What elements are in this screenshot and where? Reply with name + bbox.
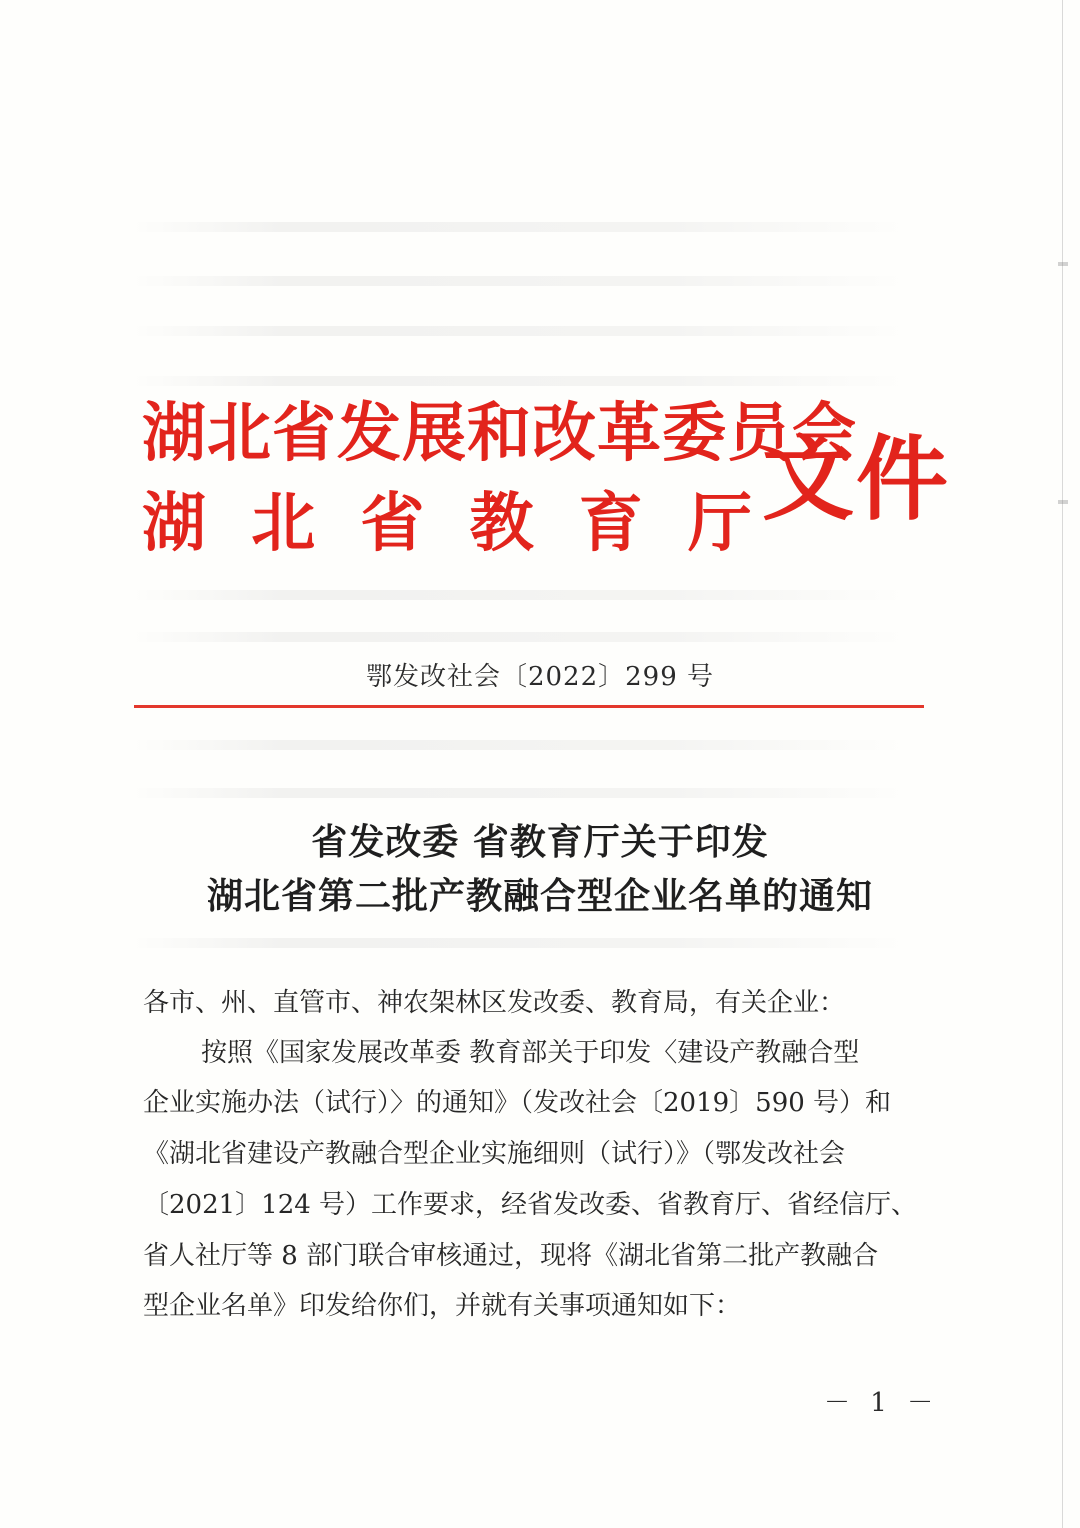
masthead-issuer-2	[142, 482, 752, 566]
salutation: 各市、州、直管市、神农架林区发改委、教育局，有关企业：	[143, 988, 846, 1018]
body-line: 企业实施办法（试行）〉的通知》（发改社会〔2019〕590 号）和	[143, 1088, 892, 1118]
masthead-char: 育	[578, 486, 643, 561]
bleed-through-line	[130, 938, 910, 948]
body-line: 〔2021〕124 号）工作要求，经省发改委、省教育厅、省经信厅、	[143, 1190, 918, 1220]
bleed-through-line	[130, 788, 910, 798]
body-line: 按照《国家发展改革委 教育部关于印发〈建设产教融合型	[201, 1038, 860, 1068]
masthead-char: 省	[360, 486, 425, 561]
masthead-suffix: 文件	[762, 425, 951, 533]
bleed-through-line	[130, 276, 910, 286]
bleed-through-line	[130, 222, 910, 232]
masthead-char: 厅	[687, 486, 752, 561]
notice-title-line-2: 湖北省第二批产教融合型企业名单的通知	[206, 875, 873, 917]
body-line: 省人社厅等 8 部门联合审核通过，现将《湖北省第二批产教融合	[143, 1241, 879, 1271]
page-number: － 1 －	[824, 1388, 940, 1418]
red-divider-rule	[134, 705, 924, 708]
masthead-char: 湖	[142, 486, 206, 561]
masthead-char: 北	[251, 486, 316, 561]
masthead-char: 教	[469, 486, 534, 561]
notice-title-line-1: 省发改委 省教育厅关于印发	[311, 821, 769, 863]
red-masthead	[142, 392, 951, 572]
bleed-through-line	[130, 590, 910, 600]
bleed-through-line	[130, 632, 910, 642]
document-number: 鄂发改社会〔2022〕299 号	[365, 662, 715, 692]
masthead-issuer-1: 湖北省发展和改革委员会	[142, 396, 857, 471]
page-edge-mark	[1058, 262, 1068, 266]
bleed-through-line	[130, 326, 910, 336]
bleed-through-line	[130, 376, 910, 386]
page-edge-mark	[1058, 500, 1068, 504]
body-line: 《湖北省建设产教融合型企业实施细则（试行）》（鄂发改社会	[143, 1139, 846, 1169]
bleed-through-line	[130, 740, 910, 750]
body-line: 型企业名单》印发给你们，并就有关事项通知如下：	[143, 1291, 742, 1321]
page-edge-line	[1062, 0, 1063, 1528]
